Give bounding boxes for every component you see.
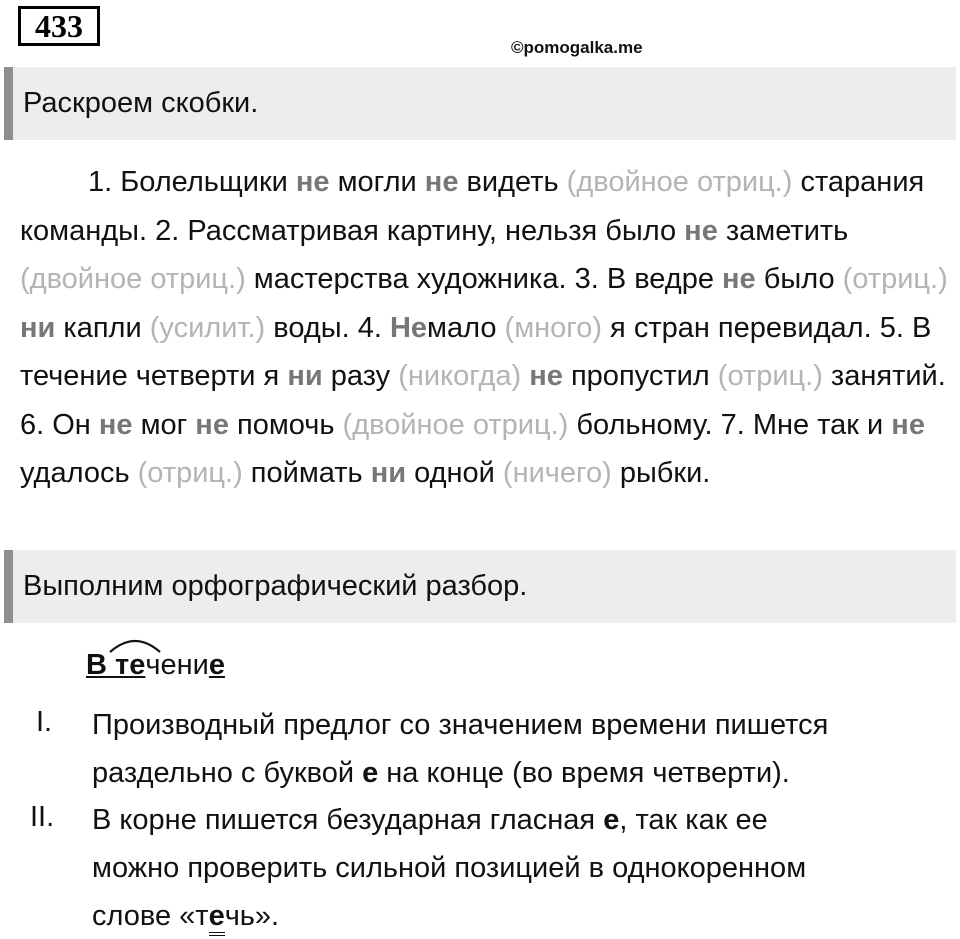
text-segment: видеть [458,166,567,198]
bold-letter: е [362,757,379,789]
text-segment: заметить [717,214,849,247]
word-middle: чени [145,649,209,681]
text-segment: чь». [224,900,280,932]
particle-highlight: не [98,408,133,441]
watermark: ©pomogalka.me [511,38,643,57]
note-gray: (отриц.) [137,457,243,489]
text-segment: было [755,263,843,295]
text-segment: удалось [20,457,138,489]
list-item-1-line-2 [92,750,790,796]
section-title-spelling-analysis: Выполним орфографический разбор. [4,550,956,623]
note-gray: (двойное отриц.) [566,166,793,198]
analyzed-word [86,645,225,685]
text-segment: мастерства художника. 3. В ведре [245,263,723,295]
note-gray: (отриц.) [717,360,823,392]
bold-letter: е [603,804,620,836]
text-segment: рыбки. [611,457,711,489]
text-segment: одной [406,457,503,489]
word-prefix-v: В [86,649,107,681]
text-segment: мало [427,311,505,344]
text-segment: поймать [242,457,371,489]
answer-paragraph [20,158,950,498]
note-gray: (двойное отриц.) [20,263,246,295]
word-ending: е [208,649,225,681]
text-segment: помочь [228,408,343,441]
text-segment: могли [329,166,425,198]
text-segment: на конце (во время четверти). [378,757,790,789]
list-item-2-line-1 [92,797,768,843]
text-segment: старания команды. 2. Рассматривая картину, нельзя было [20,166,925,247]
text-segment: разу [322,360,399,392]
particle-highlight: не [722,263,756,295]
text-segment: слове «т [92,900,209,932]
particle-highlight: ни [287,360,323,392]
note-gray: (никогда) [398,360,522,392]
note-gray: (усилит.) [149,311,266,344]
section-title-open-brackets: Раскроем скобки. [4,67,956,140]
note-gray: (много) [504,311,602,344]
text-segment: В корне пишется безударная гласная [92,804,604,836]
double-underlined-letter: е [209,900,225,936]
list-number-1: I. [36,706,53,738]
text-segment: капли [55,311,150,344]
particle-highlight: не [529,360,563,392]
word-root-part: те [115,649,146,681]
particle-highlight: не [424,166,459,198]
particle-highlight: не [195,408,229,441]
text-segment: , так как ее [619,804,768,836]
text-segment: воды. 4. [265,311,390,344]
text-segment: раздельно с буквой [92,757,363,789]
text-segment: больному. 7. Мне так и [568,408,892,441]
list-item-2-line-3 [92,893,279,939]
note-gray: (двойное отриц.) [342,408,569,441]
list-item-1-line-1: Производный предлог со значением времени пишется [92,709,829,741]
note-gray: (ничего) [502,457,612,489]
particle-highlight: ни [370,457,407,489]
text-segment: пропустил [562,360,718,392]
text-segment: мог [132,408,196,441]
list-number-2: II. [30,801,55,833]
word-space [107,649,115,681]
text-segment: я стран перевидал. 5. В течение четверти я [20,311,932,392]
exercise-number: 433 [18,6,100,46]
particle-highlight: ни [20,311,56,344]
particle-highlight: Не [389,311,428,344]
particle-highlight: не [891,408,925,441]
note-gray: (отриц.) [842,263,948,295]
text-segment: занятий. 6. Он [20,360,946,441]
particle-highlight: не [684,214,718,247]
text-segment: 1. Болельщики [88,166,296,198]
particle-highlight: не [295,166,330,198]
list-item-2-line-2: можно проверить сильной позицией в однокоренном [92,852,807,884]
